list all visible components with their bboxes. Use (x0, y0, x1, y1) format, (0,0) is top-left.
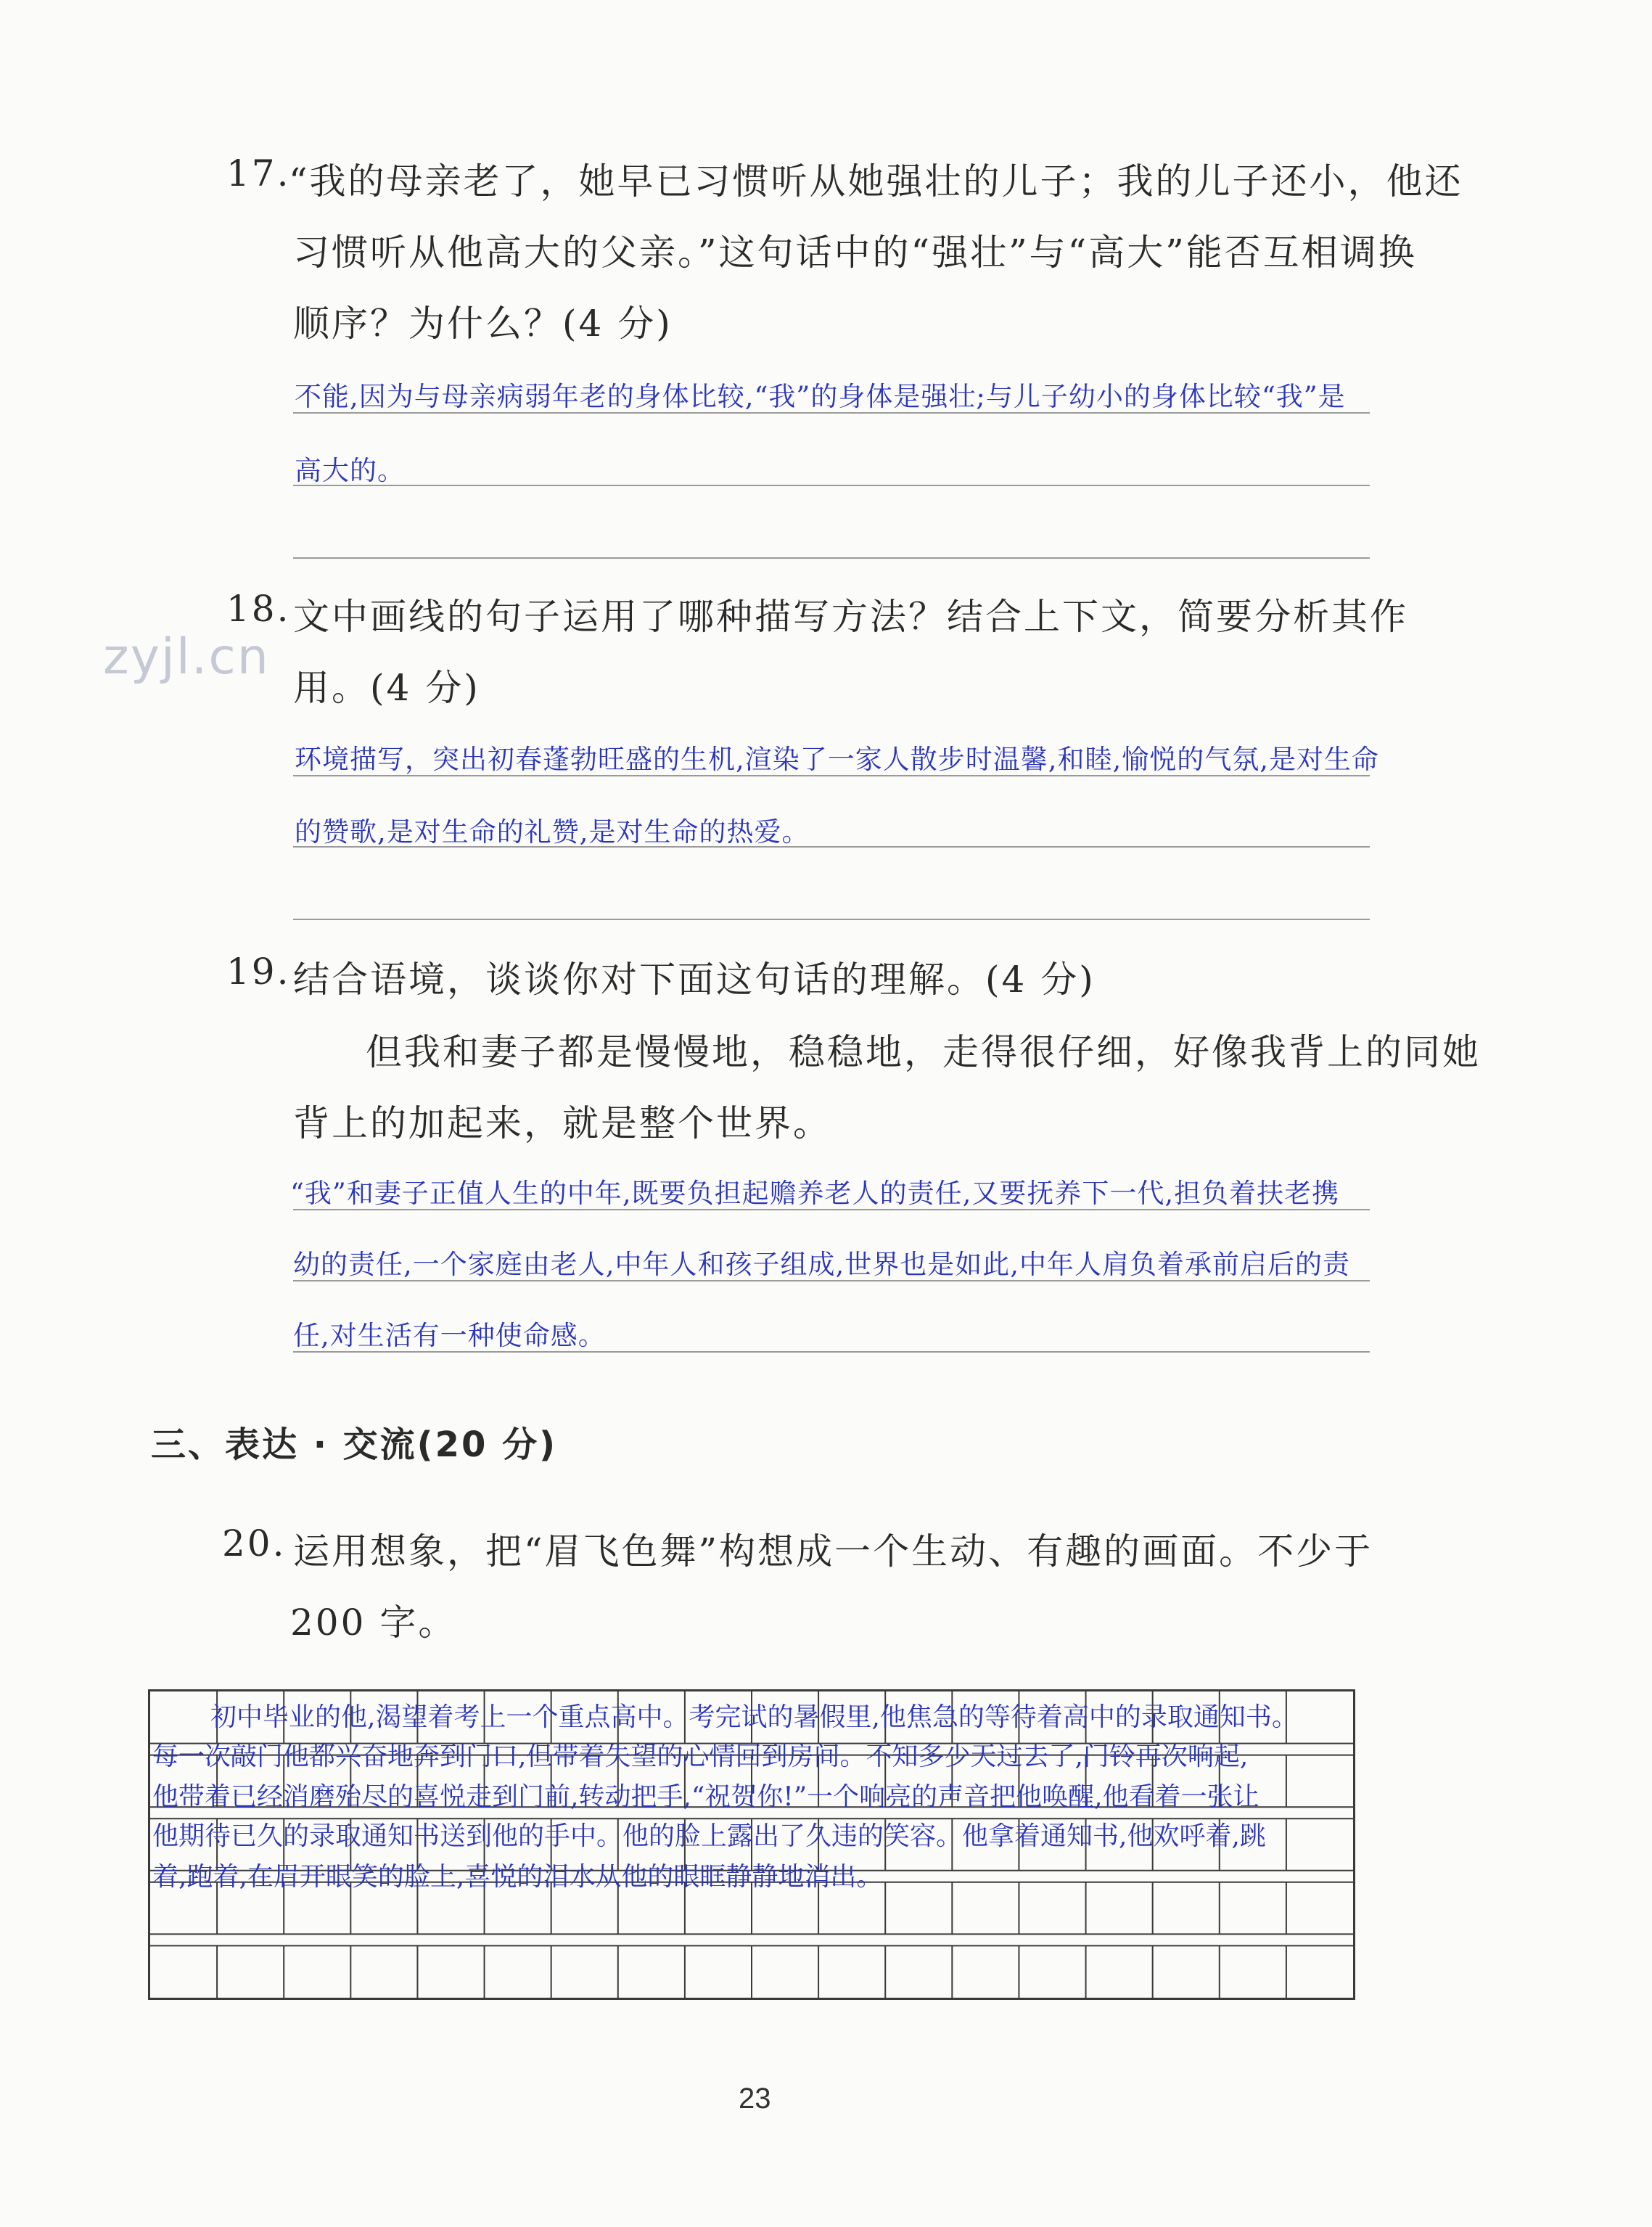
page-number: 23 (739, 2083, 771, 2115)
answer-rule (293, 485, 1370, 486)
answer-rule (293, 919, 1370, 920)
q17-number: 17. (226, 152, 291, 194)
q19-number: 19. (226, 951, 291, 993)
q17-answer-line2: 高大的。 (295, 455, 405, 486)
answer-rule (293, 1351, 1370, 1353)
q18-text-line1: 文中画线的句子运用了哪种描写方法？结合上下文，简要分析其作 (293, 596, 1408, 638)
answer-rule (293, 557, 1370, 559)
essay-line: 每一次敲门他都兴奋地奔到门口,但带着失望的心情回到房间。不知多少天过去了,门铃再次响起, (152, 1742, 1249, 1771)
q17-text-line2: 习惯听从他高大的父亲。”这句话中的“强壮”与“高大”能否互相调换 (293, 231, 1417, 274)
q18-answer-line2: 的赞歌,是对生命的礼赞,是对生命的热爱。 (295, 816, 810, 848)
q17-answer-line1: 不能,因为与母亲病弱年老的身体比较,“我”的身体是强壮;与儿子幼小的身体比较“我”是 (295, 381, 1346, 412)
q20-text-line2: 200 字。 (290, 1601, 457, 1644)
q19-quote-line1: 但我和妻子都是慢慢地，稳稳地，走得很仔细，好像我背上的同她 (366, 1031, 1481, 1073)
q18-answer-line1: 环境描写，突出初春蓬勃旺盛的生机,渲染了一家人散步时温馨,和睦,愉悦的气氛,是对生命 (295, 744, 1380, 775)
essay-line: 他带着已经消磨殆尽的喜悦走到门前,转动把手,“祝贺你!”一个响亮的声音把他唤醒,他看着一张让 (152, 1782, 1259, 1812)
q20-text-line1: 运用想象，把“眉飞色舞”构想成一个生动、有趣的画面。不少于 (293, 1530, 1373, 1572)
q17-text-line3: 顺序？为什么？(4 分) (293, 303, 673, 345)
answer-rule (293, 1209, 1370, 1210)
answer-rule (293, 775, 1370, 776)
watermark: zyjl.cn (103, 628, 270, 686)
section-heading: 三、表达 · 交流(20 分) (151, 1424, 558, 1465)
q19-quote-line2: 背上的加起来，就是整个世界。 (293, 1102, 831, 1144)
q19-answer-line2: 幼的责任,一个家庭由老人,中年人和孩子组成,世界也是如此,中年人肩负着承前启后的责 (293, 1249, 1351, 1280)
essay-line: 初中毕业的他,渴望着考上一个重点高中。考完试的暑假里,他焦急的等待着高中的录取通知书。 (210, 1702, 1298, 1732)
answer-rule (293, 412, 1370, 414)
q18-number: 18. (226, 588, 291, 630)
q19-text-line1: 结合语境，谈谈你对下面这句话的理解。(4 分) (293, 959, 1096, 1001)
q17-text-line1: “我的母亲老了，她早已习惯听从她强壮的儿子；我的儿子还小，他还 (289, 160, 1463, 202)
q19-answer-line1: “我”和妻子正值人生的中年,既要负担起赡养老人的责任,又要抚养下一代,担负着扶老携 (290, 1178, 1340, 1209)
essay-line: 着,跑着,在眉开眼笑的脸上,喜悦的泪水从他的眼眶静静地消出。 (152, 1862, 883, 1892)
q20-number: 20. (222, 1522, 287, 1564)
q19-answer-line3: 任,对生活有一种使命感。 (293, 1320, 606, 1351)
answer-rule (293, 846, 1370, 848)
answer-rule (293, 1280, 1370, 1281)
q18-text-line2: 用。(4 分) (293, 667, 480, 709)
essay-line: 他期待已久的录取通知书送到他的手中。他的脸上露出了久违的笑容。他拿着通知书,他欢呼着,跳 (152, 1821, 1266, 1851)
